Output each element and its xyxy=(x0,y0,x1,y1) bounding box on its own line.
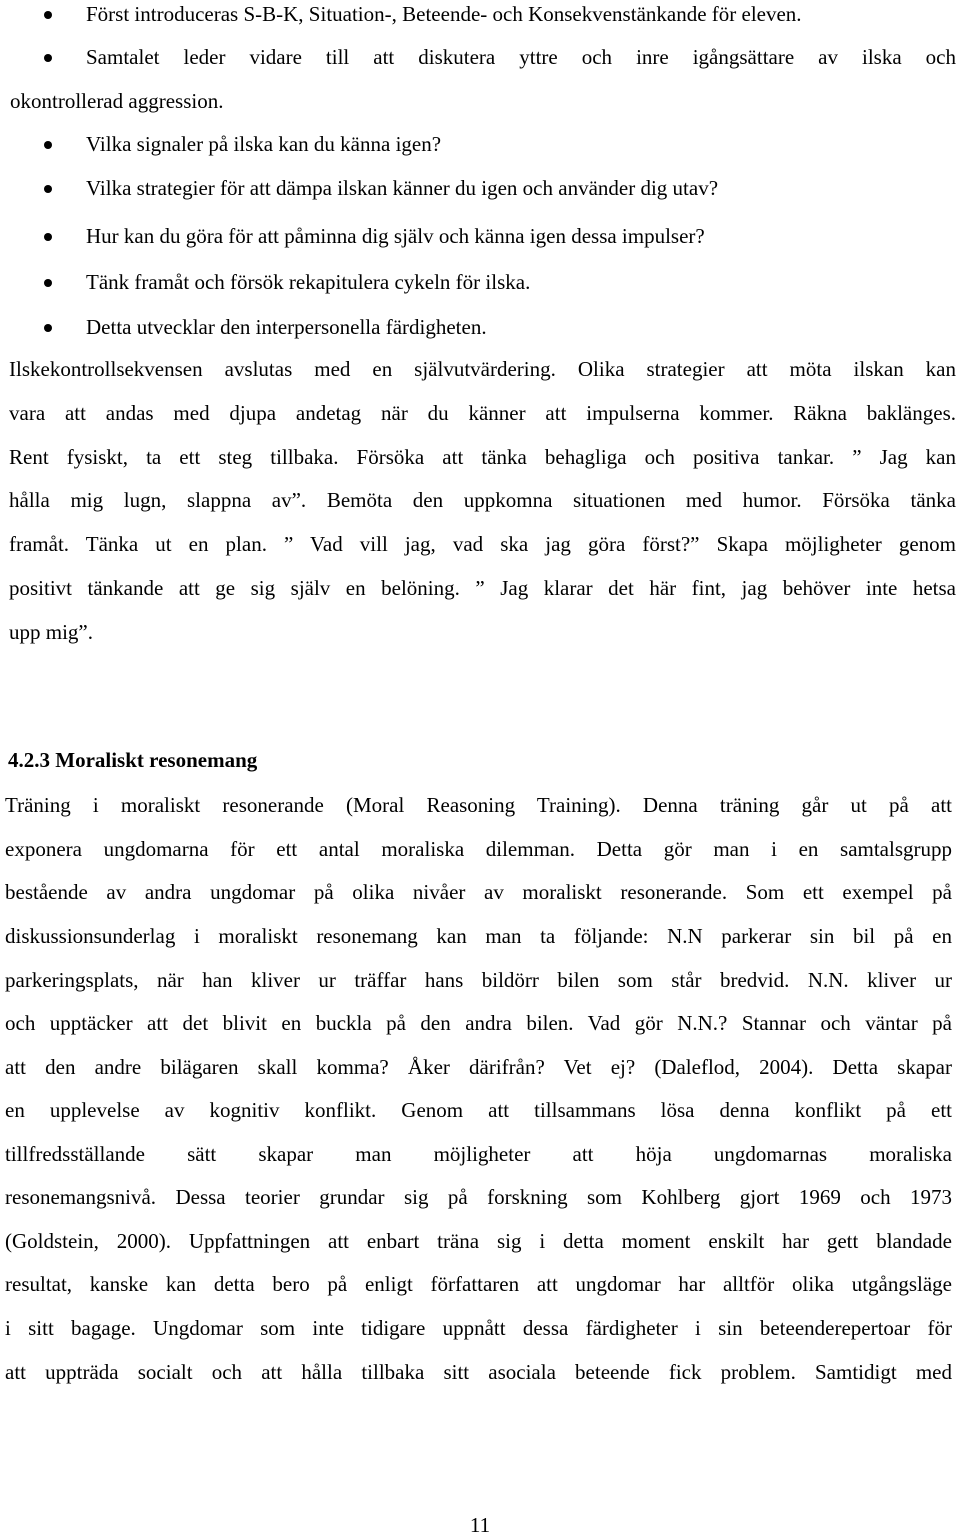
bullet-text: Vilka strategier för att dämpa ilskan känner du igen och använder dig utav? xyxy=(86,176,719,200)
text-line: att den andre bilägaren skall komma? Åker därifrån? Vet ej? (Daleflod, 2004). Detta skapar xyxy=(5,1055,952,1079)
bullet-icon xyxy=(44,11,52,19)
text-line: upp mig”. xyxy=(9,620,93,644)
bullet-icon xyxy=(44,279,52,287)
bullet-continuation: okontrollerad aggression. xyxy=(10,89,224,113)
text-line: resonemangsnivå. Dessa teorier grundar sig på forskning som Kohlberg gjort 1969 och 1973 xyxy=(5,1185,952,1209)
text-line: en upplevelse av kognitiv konflikt. Genom att tillsammans lösa denna konflikt på ett xyxy=(5,1098,952,1122)
text-line: att uppträda socialt och att hålla tillbaka sitt asociala beteende fick problem. Samtidigt med xyxy=(5,1360,952,1384)
text-line: Rent fysiskt, ta ett steg tillbaka. Försöka att tänka behagliga och positiva tankar. ” Jag kan xyxy=(9,445,956,469)
bullet-item xyxy=(0,0,960,40)
bullet-text: Först introduceras S-B-K, Situation-, Beteende- och Konsekvenstänkande för eleven. xyxy=(86,2,802,26)
bullet-item xyxy=(0,222,960,262)
bullet-icon xyxy=(44,233,52,241)
page-number: 11 xyxy=(469,1513,491,1537)
bullet-icon xyxy=(44,54,52,62)
text-line: diskussionsunderlag i moraliskt resonemang kan man ta följande: N.N parkerar sin bil på en xyxy=(5,924,952,948)
text-line: i sitt bagage. Ungdomar som inte tidigare uppnått dessa färdigheter i sin beteenderepertoar för xyxy=(5,1316,952,1340)
text-line: exponera ungdomarna för ett antal moraliska dilemman. Detta gör man i en samtalsgrupp xyxy=(5,837,952,861)
text-line: hålla mig lugn, slappna av”. Bemöta den uppkomna situationen med humor. Försöka tänka xyxy=(9,488,956,512)
bullet-item xyxy=(0,43,960,123)
bullet-item xyxy=(0,313,960,353)
text-line: positivt tänkande att ge sig själv en belöning. ” Jag klarar det här fint, jag behöver inte hetsa xyxy=(9,576,956,600)
bullet-icon xyxy=(44,324,52,332)
text-line: vara att andas med djupa andetag när du känner att impulserna kommer. Räkna baklänges. xyxy=(9,401,956,425)
text-line: och upptäcker att det blivit en buckla på den andra bilen. Vad gör N.N.? Stannar och väntar på xyxy=(5,1011,952,1035)
text-line: Träning i moraliskt resonerande (Moral Reasoning Training). Denna träning går ut på att xyxy=(5,793,952,817)
bullet-item xyxy=(0,174,960,214)
bullet-item xyxy=(0,130,960,170)
text-line: tillfredsställande sätt skapar man möjligheter att höja ungdomarnas moraliska xyxy=(5,1142,952,1166)
bullet-text: Samtalet leder vidare till att diskutera yttre och inre igångsättare av ilska och xyxy=(86,45,956,69)
text-line: resultat, kanske kan detta bero på enligt författaren att ungdomar har alltför olika utgångsläge xyxy=(5,1272,952,1296)
bullet-text: Detta utvecklar den interpersonella färdigheten. xyxy=(86,315,487,339)
text-line: parkeringsplats, när han kliver ur träffar hans bildörr bilen som står bredvid. N.N. kliver ur xyxy=(5,968,952,992)
bullet-text: Tänk framåt och försök rekapitulera cykeln för ilska. xyxy=(86,270,531,294)
bullet-icon xyxy=(44,185,52,193)
section-heading: 4.2.3 Moraliskt resonemang xyxy=(8,748,258,772)
bullet-icon xyxy=(44,141,52,149)
text-line: Ilskekontrollsekvensen avslutas med en självutvärdering. Olika strategier att möta ilskan kan xyxy=(9,357,956,381)
text-line: bestående av andra ungdomar på olika nivåer av moraliskt resonerande. Som ett exempel på xyxy=(5,880,952,904)
text-line: (Goldstein, 2000). Uppfattningen att enbart träna sig i detta moment enskilt har gett blandade xyxy=(5,1229,952,1253)
bullet-text: Vilka signaler på ilska kan du känna igen? xyxy=(86,132,442,156)
text-line: framåt. Tänka ut en plan. ” Vad vill jag, vad ska jag göra först?” Skapa möjligheter genom xyxy=(9,532,956,556)
bullet-text: Hur kan du göra för att påminna dig själv och känna igen dessa impulser? xyxy=(86,224,705,248)
bullet-item xyxy=(0,268,960,308)
